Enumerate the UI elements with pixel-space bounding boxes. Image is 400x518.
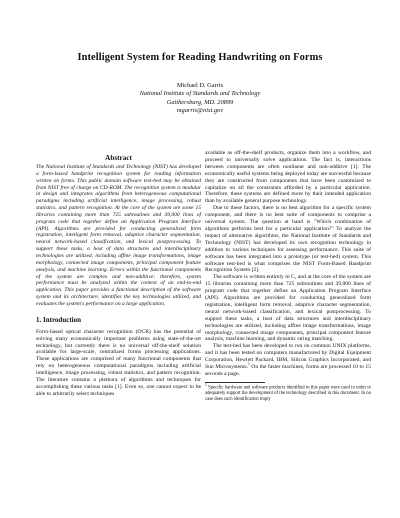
- body-paragraph-2: Due to these factors, there is no best algorithm for a specific system component, and there is no best suite of components to comprise a universal system. The question at hand is "Which combination of algorithms performs best for a particular application?" To analyze the impact of alternative algorithms, the National Institute of Standards and Technology (NIST) has developed its own recognition technology in addition to various techniques for assessing performance. This suite of software has been integrated into a prototype (or test-bed) system. This software test-bed is what comprises the NIST Form-Based Handprint Recognition System [2].: [205, 205, 371, 274]
- abstract-heading: Abstract: [105, 154, 132, 162]
- right-column: [205, 150, 371, 403]
- footnote-divider: [205, 382, 265, 383]
- footnote-text: Specific hardware and software products identified in this paper were used in order to adequately support the development of the technology described in this document. In no case does such identification imply: [205, 385, 371, 402]
- author-name: Michael D. Garris: [176, 82, 224, 89]
- author-email: mgarris@nist.gov: [176, 106, 224, 114]
- body-paragraph-1: available as off-the-shelf products, organize them into a workflow, and proceed to universally solve applications. The fact is, interactions between components are often nonlinear and non-additive [1]. The economically useful systems being deployed today are successful because they are constructed from components that have been customized to capitalize on all the constraints afforded by a particular application. Therefore, these systems are defined more by their intended application than by available general purpose technology.: [205, 150, 371, 205]
- intro-paragraph: Form-based optical character recognition (OCR) has the potential of solving many economically important problems using state-of-the-art technology, but currently there is no universal off-the-shelf solution available for large-scale, centralized forms processing applications. These applications are comprised of many functional components that rely on heterogeneous computational paradigms including artificial intelligence, image processing, robust statistics, and pattern recognition. The literature contains a plethora of algorithms and techniques for accomplishing these various tasks [1]. Even so, one cannot expect to be able to arbitrarily select techniques: [36, 328, 201, 397]
- body-paragraph-4-text: The test-bed has been developed to run on common UNIX platforms, and it has been tested on computers manufactured by Digital Equipment Corporation, Hewlett Packard, IBM, Silicon Graphics Incorporated, and Sun Microsystems.: [205, 343, 371, 371]
- body-paragraph-3: The software is written entirely in C, and at the core of the system are 15 libraries containing more than 725 subroutines and 39,000 lines of program code that together define an Application Program Interface (API). Algorithms are provided for conducting generalized form registration, intelligent form removal, adaptive character segmentation, neural network-based classification, and lexical postprocessing. To support these tasks, a host of data structures and interdisciplinary technologies are utilized, including affine image transformations, image morphology, connected image components, principal component feature analysis, machine learning, and dynamic string matching.: [205, 274, 371, 343]
- author-block: [0, 82, 400, 115]
- author-affiliation: National Institute of Standards and Technology: [139, 90, 261, 98]
- footnote-mark: 1: [205, 382, 207, 387]
- body-paragraph-4-text-end: On the faster machines, forms are processed 10 to 15 seconds a page.: [205, 364, 371, 377]
- author-location: Gaithersburg, MD. 20899: [166, 98, 234, 106]
- footnote-ref: 1: [248, 362, 250, 367]
- paper-title: Intelligent System for Reading Handwriting on Forms: [77, 52, 323, 63]
- left-column: [36, 148, 201, 398]
- abstract-text: The National Institute of Standards and Technology (NIST) has developed a form-based handprint recognition system for reading information written on forms. This public domain software test-bed may be obtained from NIST free of charge on CD-ROM. The recognition system is modular in design and integrates algorithms from heterogeneous computational paradigms including artificial intelligence, image processing, robust statistics, and pattern recognition. At the core of the system are some 15 libraries containing more than 725 subroutines and 39,000 lines of program code that together define an Application Program Interface (API). Algorithms are provided for conducting generalized form registration, intelligent form removal, adaptive character segmentation, neural network-based classification, and lexical postprocessing. To support these tasks, a host of data structures and interdisciplinary technologies are utilized, including affine image transformations, image morphology, connected image components, principal component feature analysis, and machine learning. Errors within the functional components of the system are complex and non-additive; therefore, system performance must be analyzed within the context of an end-to-end application. This paper provides a functional description of the software system and its architecture, identifies the key technologies utilized, and evaluates the system's performance on a large application.: [36, 164, 201, 307]
- footnote: [205, 382, 371, 403]
- intro-heading: 1. Introduction: [36, 315, 81, 324]
- body-paragraph-4: [205, 343, 371, 378]
